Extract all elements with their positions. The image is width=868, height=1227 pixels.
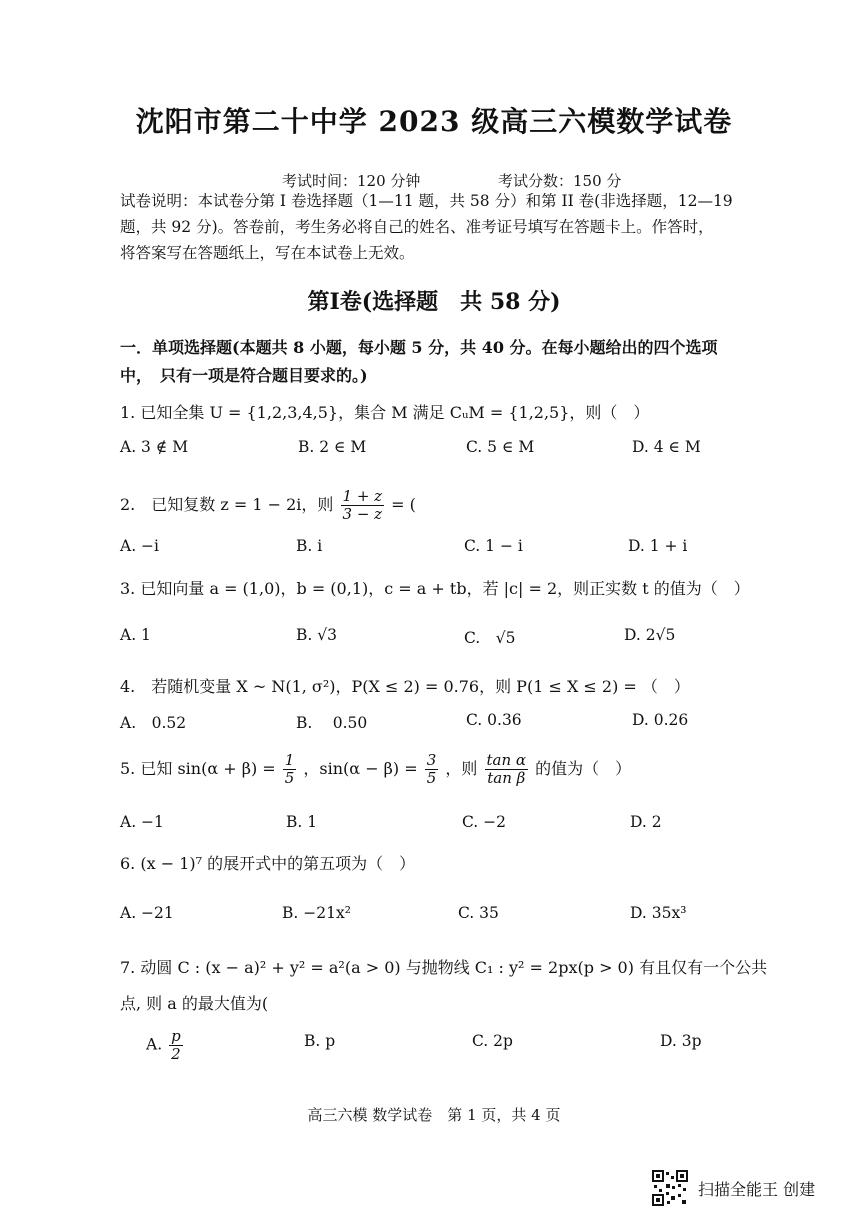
q7-option-d: D. 3p	[660, 1032, 702, 1050]
q4-option-b: B. 0.50	[296, 714, 368, 732]
q7-option-a-label: A.	[146, 1035, 163, 1054]
q3-option-d: D. 2√5	[624, 626, 676, 644]
question-7-stem-cont: 点, 则 a 的最大值为(	[120, 994, 269, 1013]
q2-option-b: B. i	[296, 537, 323, 555]
q5-stem-end: 的值为（ ）	[535, 759, 632, 778]
q7-option-b: B. p	[304, 1032, 336, 1050]
exam-time: 考试时间：120 分钟	[282, 172, 421, 190]
q5-option-d: D. 2	[630, 813, 662, 831]
q2-frac-num: 1 + z	[342, 487, 383, 505]
q2-option-d: D. 1 + i	[628, 537, 688, 555]
q5-option-c: C. −2	[462, 813, 507, 831]
q4-option-c: C. 0.36	[466, 711, 522, 729]
q2-fraction	[341, 488, 385, 523]
q5-f2-num: 3	[426, 751, 437, 769]
section-line: 中， 只有一项是符合题目要求的。)	[120, 366, 368, 385]
q2-option-c: C. 1 − i	[464, 537, 523, 555]
q7-a-den: 2	[171, 1045, 181, 1063]
section-heading	[120, 334, 770, 390]
q1-option-b: B. 2 ∈ M	[298, 438, 367, 456]
q2-option-a: A. −i	[120, 537, 159, 555]
q5-stem-text: 5. 已知 sin(α + β) =	[120, 759, 276, 778]
exam-title: 沈阳市第二十中学 2023 级高三六模数学试卷	[135, 105, 733, 138]
q7-option-a	[146, 1028, 185, 1063]
q1-option-c: C. 5 ∈ M	[466, 438, 535, 456]
question-6-stem: 6. (x − 1)⁷ 的展开式中的第五项为（ ）	[120, 854, 416, 873]
q5-f3-num: tan α	[486, 751, 527, 769]
section-line: 一．单项选择题(本题共 8 小题，每小题 5 分，共 40 分。在每小题给出的四个选项	[120, 338, 718, 357]
question-1-stem: 1. 已知全集 U = {1,2,3,4,5}，集合 M 满足 CᵤM = {1,2,5}，则（ ）	[120, 403, 650, 422]
instruction-line: 试卷说明：本试卷分第 I 卷选择题（1—11 题，共 58 分）和第 II 卷(非选择题，12—19	[120, 192, 733, 210]
q5-f2-den: 5	[426, 769, 437, 787]
q5-fraction-2	[425, 752, 439, 787]
q6-option-b: B. −21x²	[282, 904, 351, 922]
qr-code-icon	[652, 1170, 688, 1206]
q5-fraction-1	[283, 752, 297, 787]
instruction-line: 题，共 92 分)。答卷前，考生务必将自己的姓名、准考证号填写在答题卡上。作答时，	[120, 218, 714, 236]
q3-option-b: B. √3	[296, 626, 337, 644]
q6-option-c: C. 35	[458, 904, 499, 922]
scanner-watermark: 扫描全能王 创建	[698, 1180, 816, 1199]
instruction-line: 将答案写在答题纸上，写在本试卷上无效。	[120, 244, 415, 262]
exam-instructions	[120, 188, 770, 266]
q7-a-num: p	[171, 1027, 181, 1045]
q2-frac-den: 3 − z	[342, 505, 383, 523]
q5-f1-den: 5	[284, 769, 295, 787]
q5-stem-mid: ，sin(α − β) =	[303, 759, 418, 778]
question-5-stem	[120, 752, 631, 787]
q5-stem-mid2: ，则	[445, 759, 478, 778]
question-2-stem	[120, 488, 416, 523]
q3-option-a: A. 1	[120, 626, 151, 644]
q4-option-a: A. 0.52	[120, 714, 187, 732]
question-3-stem: 3. 已知向量 a = (1,0)，b = (0,1)，c = a + tb，若 |c| = 2，则正实数 t 的值为（ ）	[120, 579, 750, 598]
q7-option-a-fraction	[169, 1028, 183, 1063]
question-4-stem: 4. 若随机变量 X ~ N(1, σ²)，P(X ≤ 2) = 0.76，则 P(1 ≤ X ≤ 2) = （ ）	[120, 677, 690, 696]
q5-f3-den: tan β	[487, 769, 526, 787]
q5-option-a: A. −1	[120, 813, 164, 831]
q1-option-a: A. 3 ∉ M	[120, 438, 189, 456]
question-7-stem: 7. 动圆 C : (x − a)² + y² = a²(a > 0) 与抛物线 C₁ : y² = 2px(p > 0) 有且仅有一个公共	[120, 958, 768, 977]
q6-option-a: A. −21	[120, 904, 174, 922]
q4-option-d: D. 0.26	[632, 711, 689, 729]
page-footer: 高三六模 数学试卷 第 1 页，共 4 页	[307, 1106, 561, 1124]
q2-stem-end: = (	[391, 495, 416, 514]
q5-option-b: B. 1	[286, 813, 318, 831]
exam-score: 考试分数：150 分	[498, 172, 622, 190]
q2-stem-text: 2. 已知复数 z = 1 − 2i，则	[120, 495, 334, 514]
q5-fraction-3	[485, 752, 529, 787]
q1-option-d: D. 4 ∈ M	[632, 438, 701, 456]
q7-option-c: C. 2p	[472, 1032, 513, 1050]
part-title: 第I卷(选择题 共 58 分)	[307, 289, 561, 315]
q5-f1-num: 1	[284, 751, 295, 769]
q3-option-c: C. √5	[464, 629, 516, 647]
q6-option-d: D. 35x³	[630, 904, 687, 922]
